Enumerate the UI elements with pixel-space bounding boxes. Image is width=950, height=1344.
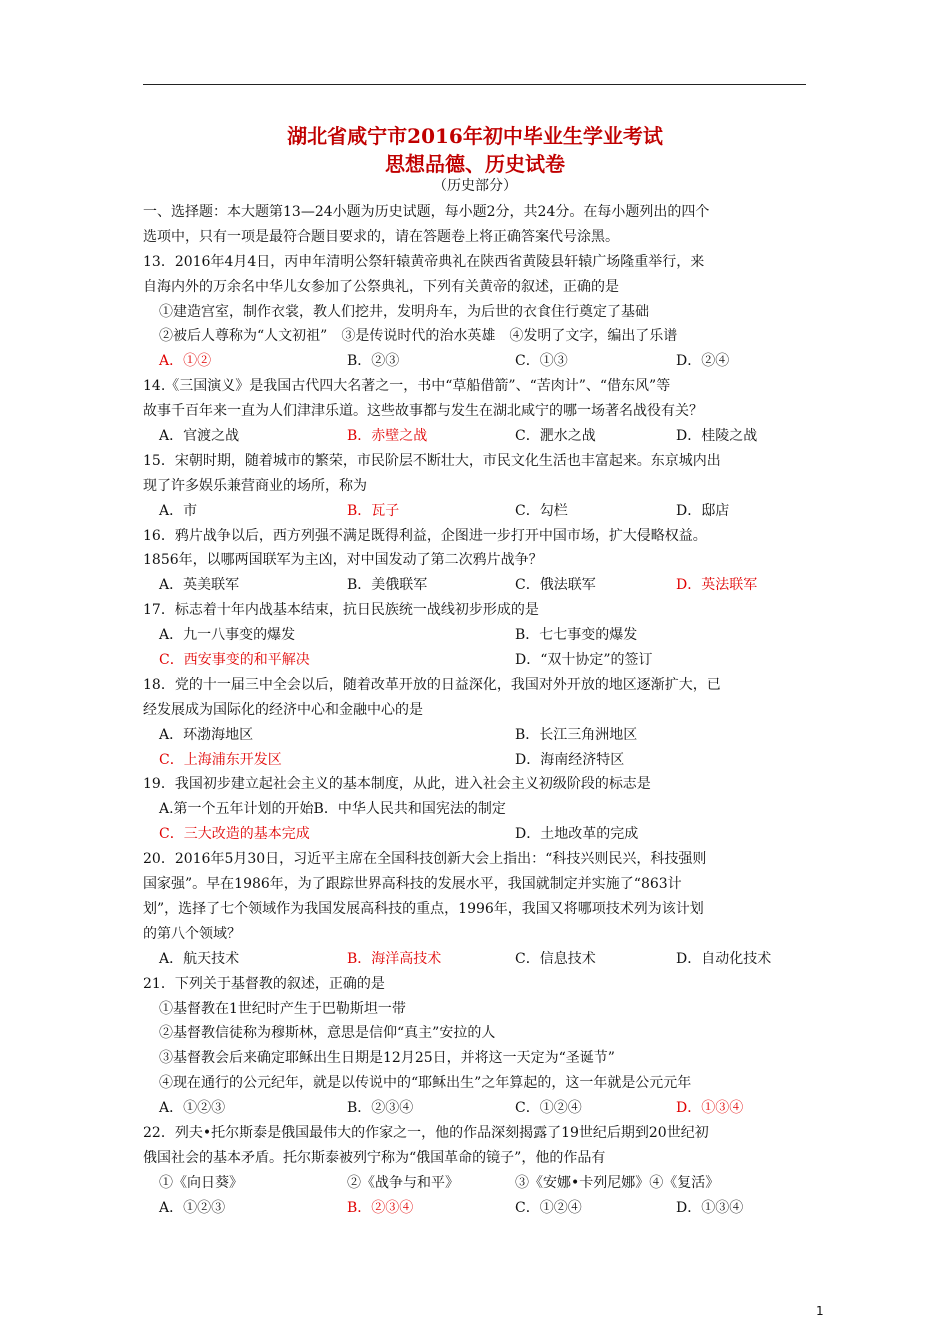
option-a: A．九一八事变的爆发	[159, 627, 296, 644]
option-b-answer: B．瓦子	[347, 502, 400, 519]
option-d: D．“双十协定”的签订	[515, 652, 653, 669]
question-20-options	[143, 947, 813, 972]
question-13-stem: 自海内外的万余名中华儿女参加了公祭典礼，下列有关黄帝的叙述，正确的是	[143, 278, 619, 295]
question-17-options	[143, 623, 813, 648]
option-d-answer: D．①③④	[676, 1100, 744, 1117]
question-21-item: ②基督教信徒称为穆斯林，意思是信仰“真主”安拉的人	[159, 1025, 496, 1042]
option-c: C．①②④	[515, 1100, 582, 1117]
option-a-answer: A．①②	[159, 353, 212, 370]
work-item: ②《战争与和平》	[347, 1174, 459, 1191]
question-14-options	[143, 424, 813, 449]
option-a: A．市	[159, 502, 198, 519]
option-c: C．勾栏	[515, 502, 568, 519]
option-b-answer: B．②③④	[347, 1199, 414, 1216]
question-20-stem: 划”，选择了七个领域作为我国发展高科技的重点，1996年，我国又将哪项技术列为该计划	[143, 900, 704, 917]
question-17-options	[143, 648, 813, 673]
question-21-item: ①基督教在1世纪时产生于巴勒斯坦一带	[159, 1000, 406, 1017]
question-14-stem: 故事千百年来一直为人们津津乐道。这些故事都与发生在湖北咸宁的哪一场著名战役有关？	[143, 403, 703, 420]
option-a: A．①②③	[159, 1100, 226, 1117]
option-b: B．②③④	[347, 1100, 414, 1117]
option-b-answer: B．赤壁之战	[347, 428, 428, 445]
option-a: A．航天技术	[159, 950, 240, 967]
question-21-item: ③基督教会后来确定耶稣出生日期是12月25日，并将这一天定为“圣诞节”	[159, 1050, 615, 1067]
question-13-item: ②被后人尊称为“人文初祖” ③是传说时代的治水英雄 ④发明了文字，编出了乐谱	[159, 328, 678, 345]
page-number: 1	[816, 1304, 824, 1318]
question-18-options	[143, 748, 813, 773]
question-20-stem: 国家强”。早在1986年，为了跟踪世界高科技的发展水平，我国就制定并实施了“863计	[143, 876, 682, 893]
option-d: D．桂陵之战	[676, 428, 758, 445]
option-c-answer: C．西安事变的和平解决	[159, 652, 310, 669]
question-22-works	[143, 1171, 813, 1196]
question-13-options	[143, 349, 813, 374]
question-22-stem: 俄国社会的基本矛盾。托尔斯泰被列宁称为“俄国革命的镜子”，他的作品有	[143, 1149, 606, 1166]
option-c-answer: C．三大改造的基本完成	[159, 826, 310, 843]
option-d: D．①③④	[676, 1199, 744, 1216]
work-item: ③《安娜•卡列尼娜》④《复活》	[515, 1174, 720, 1191]
question-20-stem: 20．2016年5月30日，习近平主席在全国科技创新大会上指出：“科技兴则民兴，科技强则	[143, 851, 707, 868]
option-d: D．邸店	[676, 502, 730, 519]
question-15-stem: 现了许多娱乐兼营商业的场所，称为	[143, 477, 367, 494]
option-d: D．土地改革的完成	[515, 826, 639, 843]
question-19-stem: 19．我国初步建立起社会主义的基本制度，从此，进入社会主义初级阶段的标志是	[143, 776, 651, 793]
option-d-answer: D．英法联军	[676, 577, 758, 594]
question-14-stem: 14.《三国演义》是我国古代四大名著之一，书中“草船借箭”、“苦肉计”、“借东风”等	[143, 378, 671, 395]
question-16-options	[143, 573, 813, 598]
question-17-stem: 17．标志着十年内战基本结束，抗日民族统一战线初步形成的是	[143, 602, 539, 619]
question-19-options	[143, 822, 813, 847]
option-d: D．②④	[676, 353, 730, 370]
option-a: A．官渡之战	[159, 428, 240, 445]
option-c-answer: C．上海浦东开发区	[159, 751, 282, 768]
section-subtitle: （历史部分）	[433, 178, 517, 194]
exam-title: 湖北省咸宁市2016年初中毕业生学业考试	[287, 124, 663, 148]
question-18-stem: 18．党的十一届三中全会以后，随着改革开放的日益深化，我国对外开放的地区逐渐扩大，已	[143, 676, 721, 693]
question-21-options	[143, 1096, 813, 1121]
question-21-stem: 21．下列关于基督教的叙述，正确的是	[143, 975, 385, 992]
instructions-line: 选项中，只有一项是最符合题目要求的，请在答题卷上将正确答案代号涂黑。	[143, 228, 619, 245]
question-16-stem: 1856年，以哪两国联军为主凶，对中国发动了第二次鸦片战争？	[143, 552, 543, 569]
question-13-stem: 13．2016年4月4日，丙申年清明公祭轩辕黄帝典礼在陕西省黄陵县轩辕广场隆重举行，来	[143, 253, 705, 270]
option-b-answer: B．海洋高技术	[347, 950, 442, 967]
option-d: D．海南经济特区	[515, 751, 625, 768]
question-20-stem: 的第八个领域？	[143, 925, 241, 942]
question-19-options-ab: A.第一个五年计划的开始B．中华人民共和国宪法的制定	[159, 801, 506, 818]
question-22-options	[143, 1196, 813, 1221]
instructions-line: 一、选择题：本大题第13—24小题为历史试题，每小题2分，共24分。在每小题列出的四个	[143, 204, 710, 220]
option-c: C．①②④	[515, 1199, 582, 1216]
option-c: C．①③	[515, 353, 568, 370]
option-a: A．环渤海地区	[159, 726, 254, 743]
question-18-options	[143, 723, 813, 748]
question-list	[143, 200, 813, 1221]
option-d: D．自动化技术	[676, 950, 772, 967]
question-22-stem: 22．列夫•托尔斯泰是俄国最伟大的作家之一，他的作品深刻揭露了19世纪后期到20世纪初	[143, 1124, 709, 1141]
option-a: A．①②③	[159, 1199, 226, 1216]
exam-subject-title: 思想品德、历史试卷	[385, 152, 565, 176]
option-b: B．美俄联军	[347, 577, 428, 594]
option-b: B．②③	[347, 353, 400, 370]
question-15-stem: 15．宋朝时期，随着城市的繁荣，市民阶层不断壮大，市民文化生活也丰富起来。东京城内出	[143, 452, 721, 469]
question-21-item: ④现在通行的公元纪年，就是以传说中的“耶稣出生”之年算起的，这一年就是公元元年	[159, 1075, 692, 1092]
option-a: A．英美联军	[159, 577, 240, 594]
question-13-item: ①建造宫室，制作衣裳，教人们挖井，发明舟车，为后世的衣食住行奠定了基础	[159, 303, 649, 320]
option-c: C．信息技术	[515, 950, 596, 967]
option-b: B．长江三角洲地区	[515, 726, 638, 743]
option-c: C．俄法联军	[515, 577, 596, 594]
question-18-stem: 经发展成为国际化的经济中心和金融中心的是	[143, 701, 423, 718]
question-15-options	[143, 499, 813, 524]
option-b: B．七七事变的爆发	[515, 627, 638, 644]
header-rule	[143, 84, 806, 85]
work-item: ①《向日葵》	[159, 1174, 243, 1191]
question-16-stem: 16．鸦片战争以后，西方列强不满足既得利益，企图进一步打开中国市场，扩大侵略权益。	[143, 527, 707, 544]
option-c: C．淝水之战	[515, 428, 596, 445]
